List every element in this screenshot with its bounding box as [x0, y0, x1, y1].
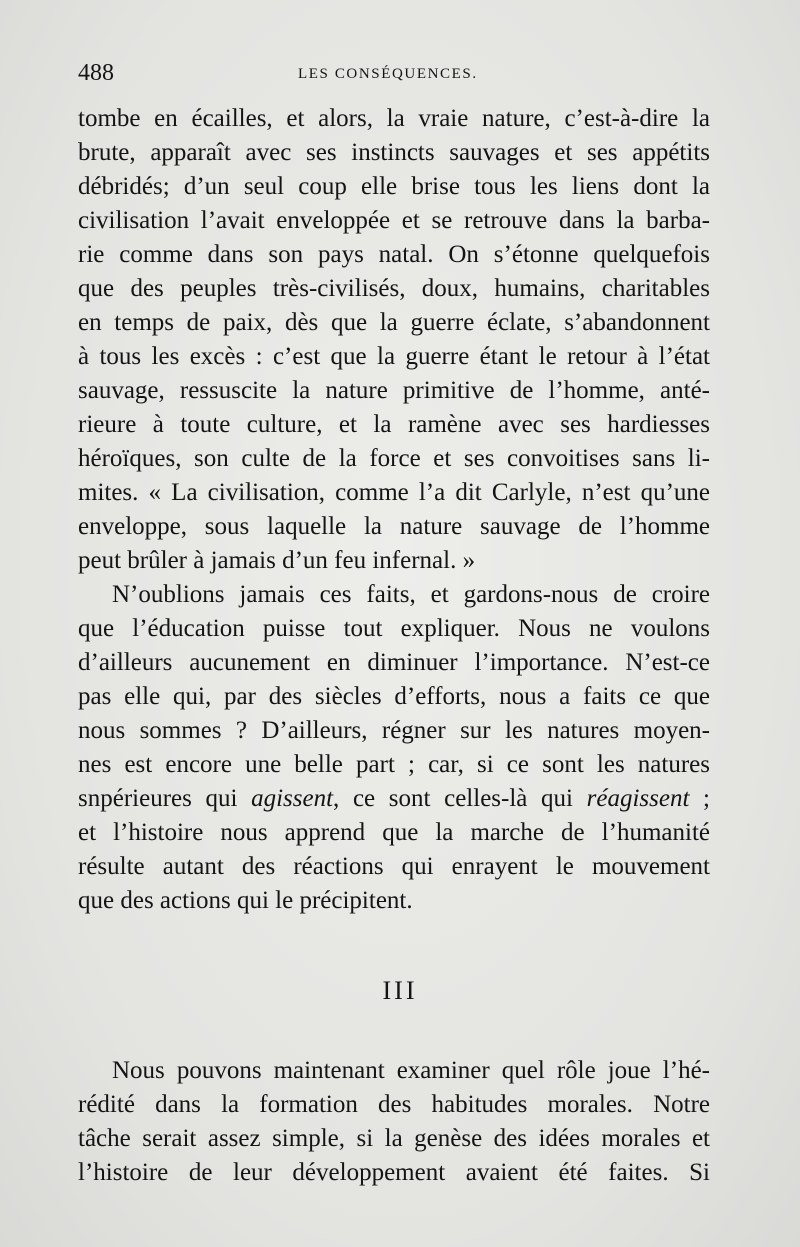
- section-heading: III: [382, 976, 418, 1005]
- text-line: nous sommes ? D’ailleurs, régner sur les natures moyen-: [78, 717, 710, 744]
- italic-word: agissent: [251, 785, 334, 812]
- text-line: rieure à toute culture, et la ramène avec ses hardiesses: [78, 411, 710, 438]
- text-run: snpérieures qui: [78, 785, 252, 812]
- text-line: pas elle qui, par des siècles d’efforts, nous a faits ce que: [78, 683, 710, 710]
- text-run: , ce sont celles-là qui: [333, 785, 587, 812]
- text-line: tâche serait assez simple, si la genèse des idées morales et: [78, 1125, 710, 1152]
- text-line: sauvage, ressuscite la nature primitive de l’homme, anté-: [78, 377, 710, 404]
- text-line: à tous les excès : c’est que la guerre étant le retour à l’état: [78, 343, 710, 370]
- paragraph-3: [78, 1054, 710, 1190]
- text-line: nes est encore une belle part ; car, si ce sont les natures: [78, 751, 710, 778]
- text-line: que des peuples très-civilisés, doux, humains, charitables: [78, 275, 710, 302]
- text-line: et l’histoire nous apprend que la marche de l’humanité: [78, 819, 710, 846]
- text-line: civilisation l’avait enveloppée et se retrouve dans la barba-: [78, 207, 710, 234]
- text-line: d’ailleurs aucunement en diminuer l’importance. N’est-ce: [78, 649, 710, 676]
- page-header: [78, 60, 718, 92]
- text-block-bottom: [78, 1054, 710, 1190]
- text-line: peut brûler à jamais d’un feu infernal. »: [78, 547, 476, 574]
- text-block-top: [78, 102, 710, 918]
- running-head: LES CONSÉQUENCES.: [298, 66, 478, 82]
- text-line: héroïques, son culte de la force et ses convoitises sans li-: [78, 445, 710, 472]
- italic-word: réagissent: [586, 785, 690, 812]
- text-line: que l’éducation puisse tout expliquer. Nous ne voulons: [78, 615, 710, 642]
- text-line: résulte autant des réactions qui enrayent le mouvement: [78, 853, 710, 880]
- page-number: 488: [78, 60, 114, 86]
- text-line: rédité dans la formation des habitudes morales. Notre: [78, 1091, 710, 1118]
- text-line: l’histoire de leur développement avaient été faites. Si: [78, 1159, 710, 1186]
- text-line: tombe en écailles, et alors, la vraie nature, c’est-à-dire la: [78, 105, 710, 132]
- text-line: rie comme dans son pays natal. On s’étonne quelquefois: [78, 241, 710, 268]
- text-line: enveloppe, sous laquelle la nature sauvage de l’homme: [78, 513, 710, 540]
- text-run: ;: [689, 785, 710, 812]
- paragraph-1: [78, 102, 710, 578]
- paragraph-2: [78, 578, 710, 918]
- text-line: en temps de paix, dès que la guerre éclate, s’abandonnent: [78, 309, 710, 336]
- text-line: que des actions qui le précipitent.: [78, 887, 413, 914]
- text-line: brute, apparaît avec ses instincts sauvages et ses appétits: [78, 139, 710, 166]
- text-line-with-italics: [78, 782, 710, 816]
- text-line: Nous pouvons maintenant examiner quel rôle joue l’hé-: [112, 1057, 710, 1084]
- text-line: mites. « La civilisation, comme l’a dit Carlyle, n’est qu’une: [78, 479, 710, 506]
- text-line: débridés; d’un seul coup elle brise tous les liens dont la: [78, 173, 710, 200]
- text-line: N’oublions jamais ces faits, et gardons-nous de croire: [112, 581, 710, 608]
